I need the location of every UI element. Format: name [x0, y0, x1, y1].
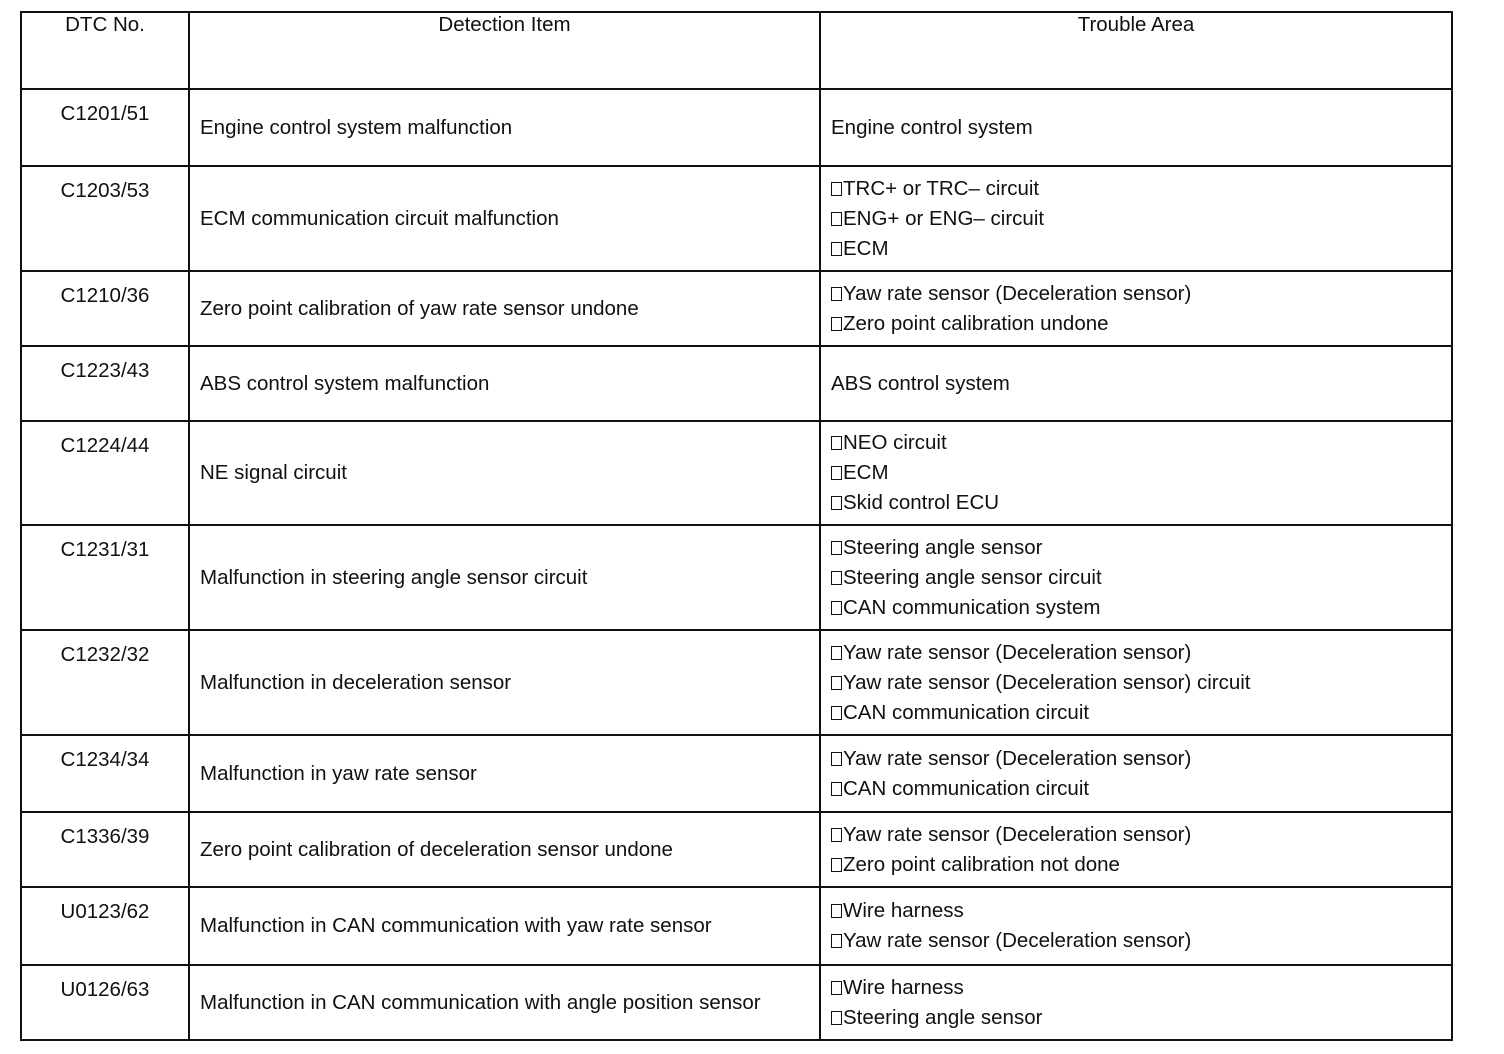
bullet-box-icon: [831, 541, 842, 555]
table-row: [21, 89, 1452, 166]
detection-item: Malfunction in steering angle sensor circuit: [189, 525, 820, 630]
bullet-box-icon: [831, 981, 842, 995]
bullet-box-icon: [831, 287, 842, 301]
trouble-area-text: NEO circuit: [843, 431, 947, 454]
trouble-area-item: [831, 563, 1451, 593]
dtc-code: U0123/62: [21, 887, 189, 965]
dtc-table: [20, 11, 1453, 1041]
trouble-area-text: Zero point calibration undone: [843, 311, 1109, 335]
trouble-area: [820, 346, 1452, 421]
bullet-box-icon: [831, 182, 842, 196]
trouble-area-item: [831, 533, 1451, 563]
trouble-area-text: CAN communication circuit: [843, 700, 1090, 724]
table-row: [21, 735, 1452, 812]
bullet-box-icon: [831, 1011, 842, 1025]
trouble-area-item: [831, 1003, 1451, 1033]
trouble-area-item: [831, 593, 1451, 623]
trouble-area-item: [831, 896, 1451, 926]
detection-item: Malfunction in CAN communication with yaw rate sensor: [189, 887, 820, 965]
trouble-area-item: [831, 113, 1451, 143]
bullet-box-icon: [831, 466, 842, 480]
detection-item: Malfunction in yaw rate sensor: [189, 735, 820, 812]
dtc-code: C1224/44: [21, 421, 189, 525]
header-dtc-no: DTC No.: [21, 12, 189, 89]
trouble-area-item: [831, 973, 1451, 1003]
detection-item: NE signal circuit: [189, 421, 820, 525]
trouble-area: [820, 630, 1452, 735]
trouble-area-text: CAN communication system: [843, 595, 1101, 619]
trouble-area-text: ENG+ or ENG– circuit: [843, 206, 1045, 230]
trouble-area-text: Yaw rate sensor (Deceleration sensor): [843, 746, 1192, 770]
trouble-area-item: [831, 174, 1451, 204]
bullet-box-icon: [831, 752, 842, 766]
dtc-code: C1210/36: [21, 271, 189, 346]
trouble-area-text: TRC+ or TRC– circuit: [843, 176, 1040, 200]
table-row: [21, 965, 1452, 1040]
trouble-area-text: Steering angle sensor circuit: [843, 565, 1102, 589]
trouble-area-item: [831, 428, 1451, 458]
trouble-area-item: [831, 279, 1451, 309]
trouble-area-text: Wire harness: [843, 975, 964, 999]
trouble-area-text: ECM: [843, 236, 889, 260]
bullet-box-icon: [831, 828, 842, 842]
trouble-area-text: Yaw rate sensor (Deceleration sensor): [843, 929, 1192, 952]
trouble-area-item: [831, 369, 1451, 399]
trouble-area-text: Skid control ECU: [843, 491, 1000, 514]
trouble-area: [820, 965, 1452, 1040]
header-detection-item: Detection Item: [189, 12, 820, 89]
trouble-area-item: [831, 204, 1451, 234]
trouble-area-text: Yaw rate sensor (Deceleration sensor): [843, 822, 1192, 846]
table-row: [21, 421, 1452, 525]
trouble-area-item: [831, 638, 1451, 668]
detection-item: Malfunction in CAN communication with angle position sensor: [189, 965, 820, 1040]
trouble-area-item: [831, 458, 1451, 488]
detection-item: Engine control system malfunction: [189, 89, 820, 166]
dtc-code: C1223/43: [21, 346, 189, 421]
table-row: [21, 887, 1452, 965]
detection-item: Malfunction in deceleration sensor: [189, 630, 820, 735]
dtc-code: C1336/39: [21, 812, 189, 887]
detection-item: ECM communication circuit malfunction: [189, 166, 820, 271]
trouble-area: [820, 89, 1452, 166]
trouble-area-item: [831, 234, 1451, 264]
table-row: [21, 166, 1452, 271]
table-row: [21, 271, 1452, 346]
dtc-code: C1201/51: [21, 89, 189, 166]
table-row: [21, 525, 1452, 630]
table-row: [21, 630, 1452, 735]
trouble-area: [820, 166, 1452, 271]
bullet-box-icon: [831, 904, 842, 918]
detection-item: ABS control system malfunction: [189, 346, 820, 421]
header-trouble-area: Trouble Area: [820, 12, 1452, 89]
trouble-area-item: [831, 668, 1451, 698]
trouble-area-text: Zero point calibration not done: [843, 852, 1120, 876]
trouble-area-text: CAN communication circuit: [843, 776, 1090, 800]
trouble-area-item: [831, 744, 1451, 774]
table-row: [21, 346, 1452, 421]
trouble-area-text: Steering angle sensor: [843, 1005, 1043, 1029]
trouble-area-text: ABS control system: [831, 371, 1010, 395]
bullet-box-icon: [831, 601, 842, 615]
trouble-area-text: Yaw rate sensor (Deceleration sensor): [843, 640, 1192, 664]
bullet-box-icon: [831, 858, 842, 872]
trouble-area-text: Yaw rate sensor (Deceleration sensor): [843, 281, 1192, 305]
trouble-area-text: Steering angle sensor: [843, 535, 1043, 559]
trouble-area-text: Engine control system: [831, 115, 1033, 139]
bullet-box-icon: [831, 242, 842, 256]
bullet-box-icon: [831, 934, 842, 948]
trouble-area-item: [831, 309, 1451, 339]
header-row: [21, 12, 1452, 89]
trouble-area-item: [831, 926, 1451, 956]
table-body: [21, 89, 1452, 1040]
trouble-area: [820, 421, 1452, 525]
trouble-area-item: [831, 488, 1451, 518]
trouble-area: [820, 887, 1452, 965]
trouble-area-item: [831, 820, 1451, 850]
trouble-area: [820, 525, 1452, 630]
bullet-box-icon: [831, 317, 842, 331]
bullet-box-icon: [831, 571, 842, 585]
table-row: [21, 812, 1452, 887]
trouble-area: [820, 735, 1452, 812]
detection-item: Zero point calibration of deceleration sensor undone: [189, 812, 820, 887]
bullet-box-icon: [831, 646, 842, 660]
dtc-code: C1231/31: [21, 525, 189, 630]
trouble-area-item: [831, 698, 1451, 728]
dtc-code: C1234/34: [21, 735, 189, 812]
detection-item: Zero point calibration of yaw rate sensor undone: [189, 271, 820, 346]
trouble-area-text: Wire harness: [843, 899, 964, 922]
dtc-code: C1232/32: [21, 630, 189, 735]
trouble-area-item: [831, 774, 1451, 804]
dtc-code: U0126/63: [21, 965, 189, 1040]
bullet-box-icon: [831, 706, 842, 720]
trouble-area: [820, 812, 1452, 887]
trouble-area: [820, 271, 1452, 346]
bullet-box-icon: [831, 436, 842, 450]
bullet-box-icon: [831, 782, 842, 796]
trouble-area-item: [831, 850, 1451, 880]
bullet-box-icon: [831, 212, 842, 226]
bullet-box-icon: [831, 676, 842, 690]
dtc-code: C1203/53: [21, 166, 189, 271]
bullet-box-icon: [831, 496, 842, 510]
trouble-area-text: ECM: [843, 461, 889, 484]
trouble-area-text: Yaw rate sensor (Deceleration sensor) circuit: [843, 670, 1251, 694]
